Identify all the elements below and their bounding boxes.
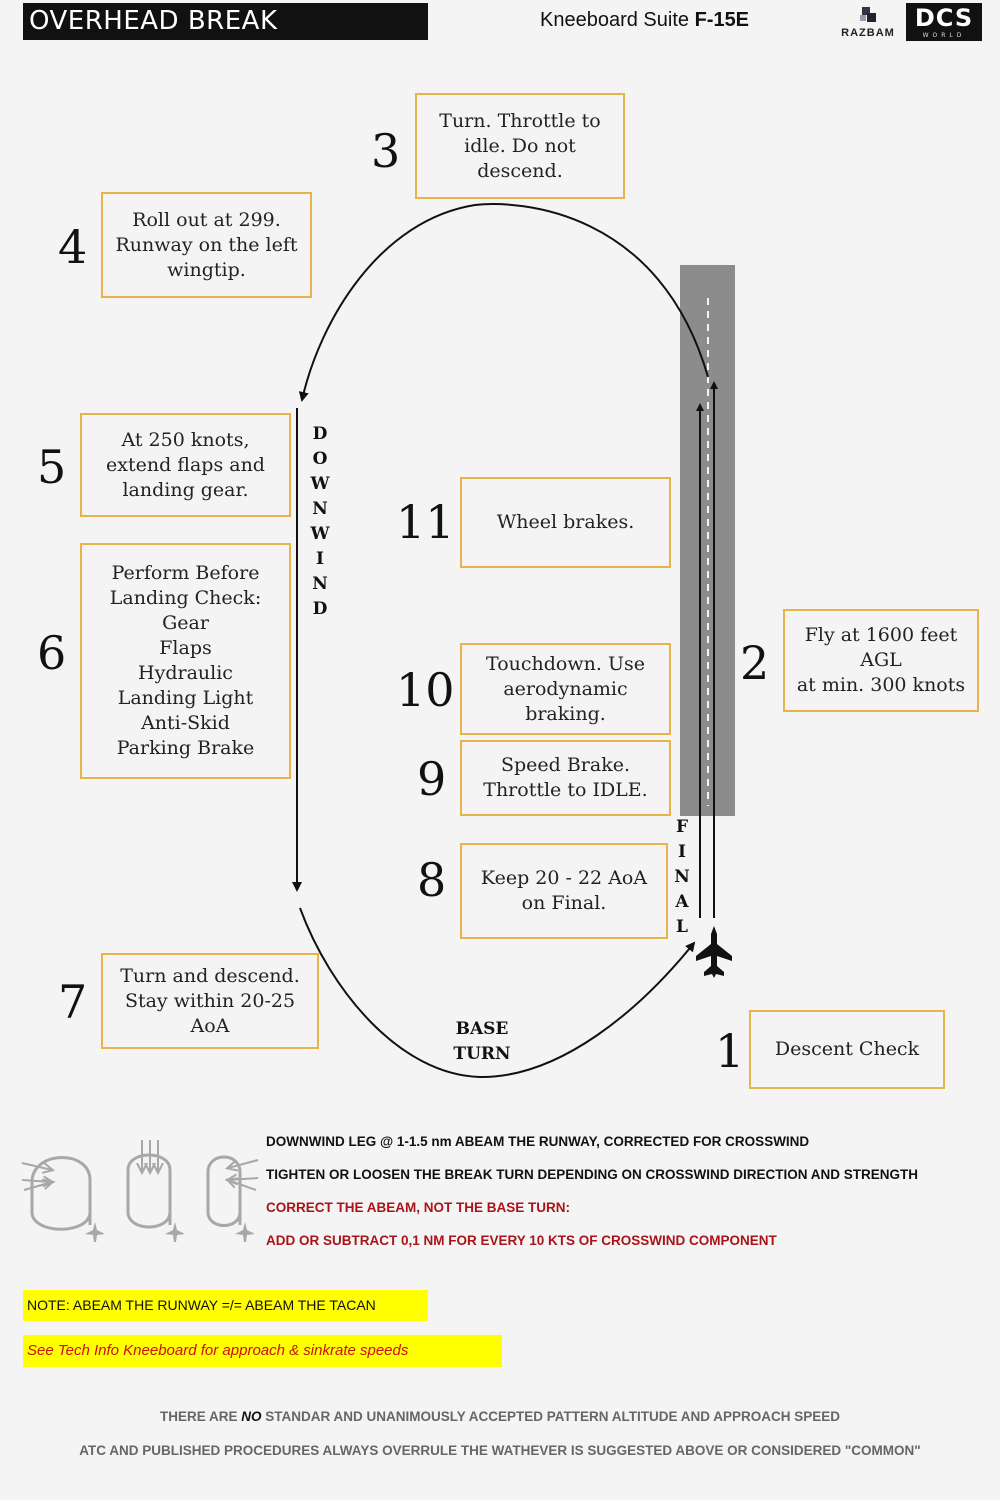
downwind-label [310,422,330,622]
text-line: at min. 300 knots [796,674,966,696]
step-3-number: 3 [371,124,401,178]
text-line: Roll out at 299. [132,208,281,231]
label-char: N [312,499,328,519]
step-9-number: 9 [417,752,447,806]
note-downwind-leg: DOWNWIND LEG @ 1-1.5 nm ABEAM THE RUNWAY, CORRECTED FOR CROSSWIND [266,1134,810,1149]
suite-prefix: Kneeboard Suite [540,9,695,31]
label-char: BASE [455,1019,509,1039]
step-1-number: 1 [715,1024,745,1078]
label-char: O [312,449,328,469]
step-2-box [783,609,979,712]
text-line: Fly at 1600 feet [804,624,958,646]
label-char: W [310,474,330,494]
label-char: I [678,842,686,862]
page-title: OVERHEAD BREAK [23,3,428,40]
note-tech-info: See Tech Info Kneeboard for approach & sinkrate speeds [23,1335,502,1367]
step-8-number: 8 [417,853,447,907]
step-5-number: 5 [37,440,67,494]
step-6-box [80,543,291,779]
suite-aircraft: F-15E [694,9,750,31]
note-correct-abeam: CORRECT THE ABEAM, NOT THE BASE TURN: [266,1200,570,1215]
footer-line-1 [0,1409,1000,1424]
step-5-box [80,413,291,517]
footer-line-1-end: STANDAR AND UNANIMOUSLY ACCEPTED PATTERN ALTITUDE AND APPROACH SPEED [261,1409,841,1424]
label-char: F [675,817,689,837]
text-line: Turn. Throttle to [439,109,601,132]
label-char: N [312,574,328,594]
step-10-text [486,652,645,727]
text-line: extend flaps and [106,453,265,476]
step-2-number: 2 [740,636,770,690]
text-line: Landing Check: [109,587,262,609]
step-7-number: 7 [58,975,88,1029]
step-1-box [749,1010,945,1089]
step-3-box [415,93,625,199]
label-char: N [674,867,690,887]
crosswind-from-top-pattern-icon [128,1140,185,1242]
text-line: Speed Brake. [500,754,631,776]
step-4-text [115,208,297,283]
crosswind-from-right-pattern-icon [208,1157,258,1242]
text-line: At 250 knots, [121,428,250,451]
label-char: TURN [453,1044,511,1064]
note-crosswind-component: ADD OR SUBTRACT 0,1 NM FOR EVERY 10 KTS OF CROSSWIND COMPONENT [266,1233,777,1248]
note-break-turn: TIGHTEN OR LOOSEN THE BREAK TURN DEPENDING ON CROSSWIND DIRECTION AND STRENGTH [266,1167,919,1182]
step-4-number: 4 [58,220,88,274]
break-turn-arc [302,204,708,400]
step-7-box [101,953,319,1049]
text-line: Stay within 20-25 [124,989,296,1012]
text-line: idle. Do not [464,134,576,157]
step-9-box [460,740,671,816]
label-char: I [316,549,324,569]
step-6-number: 6 [37,626,67,680]
step-10-number: 10 [396,663,455,717]
text-line: Flaps [159,637,212,659]
step-11-number: 11 [396,495,455,549]
text-line: braking. [525,702,606,725]
note-abeam-tacan: NOTE: ABEAM THE RUNWAY =/= ABEAM THE TACAN [23,1290,428,1321]
text-line: Landing Light [117,687,254,709]
step-5-text [106,428,265,503]
text-line: Parking Brake [116,737,255,759]
text-line: wingtip. [167,258,246,281]
label-char: L [676,917,688,937]
text-line: Turn and descend. [120,964,300,987]
label-char: A [675,892,689,912]
final-label [672,815,692,940]
text-line: Descent Check [774,1038,920,1060]
base-turn-label [448,1017,516,1067]
label-char: D [312,599,328,619]
razbam-logo-text: RAZBAM [841,27,895,39]
footer-line-2: ATC AND PUBLISHED PROCEDURES ALWAYS OVERRULE THE WATHEVER IS SUGGESTED ABOVE OR CONSIDERED "COMMON" [79,1443,921,1458]
text-line: descend. [477,159,563,182]
step-2-text [797,623,965,698]
footer-emphasis: NO [241,1409,262,1424]
text-line: AoA [190,1014,230,1037]
step-8-text [481,866,647,916]
text-line: Perform Before [111,562,260,584]
step-9-text [483,753,647,803]
step-7-text [120,964,300,1039]
text-line: aerodynamic [503,677,628,700]
crosswind-from-left-pattern-icon [22,1158,105,1243]
step-3-text [439,109,600,184]
text-line: Gear [162,612,209,634]
text-line: on Final. [521,892,607,914]
step-11-box [460,477,671,568]
text-line: landing gear. [122,478,249,501]
step-6-text [110,561,261,761]
text-line: Hydraulic [138,662,233,684]
text-line: AGL [860,649,902,671]
text-line: Touchdown. Use [486,652,645,675]
dcs-logo-text: DCS [914,4,974,32]
step-11-text [497,510,635,535]
footer-line-1-start: THERE ARE [159,1409,242,1424]
label-char: D [312,424,328,444]
jet-aircraft-icon [696,926,732,978]
text-line: Wheel brakes. [496,511,635,533]
step-1-text [775,1037,919,1062]
step-4-box [101,192,312,298]
label-char: W [310,524,330,544]
text-line: Throttle to IDLE. [483,779,648,801]
step-8-box [460,843,668,939]
text-line: Keep 20 - 22 AoA [480,867,648,889]
dcs-logo-subtext: WORLD [922,32,966,39]
text-line: Anti-Skid [141,712,230,734]
step-10-box [460,643,671,735]
text-line: Runway on the left [115,233,298,256]
